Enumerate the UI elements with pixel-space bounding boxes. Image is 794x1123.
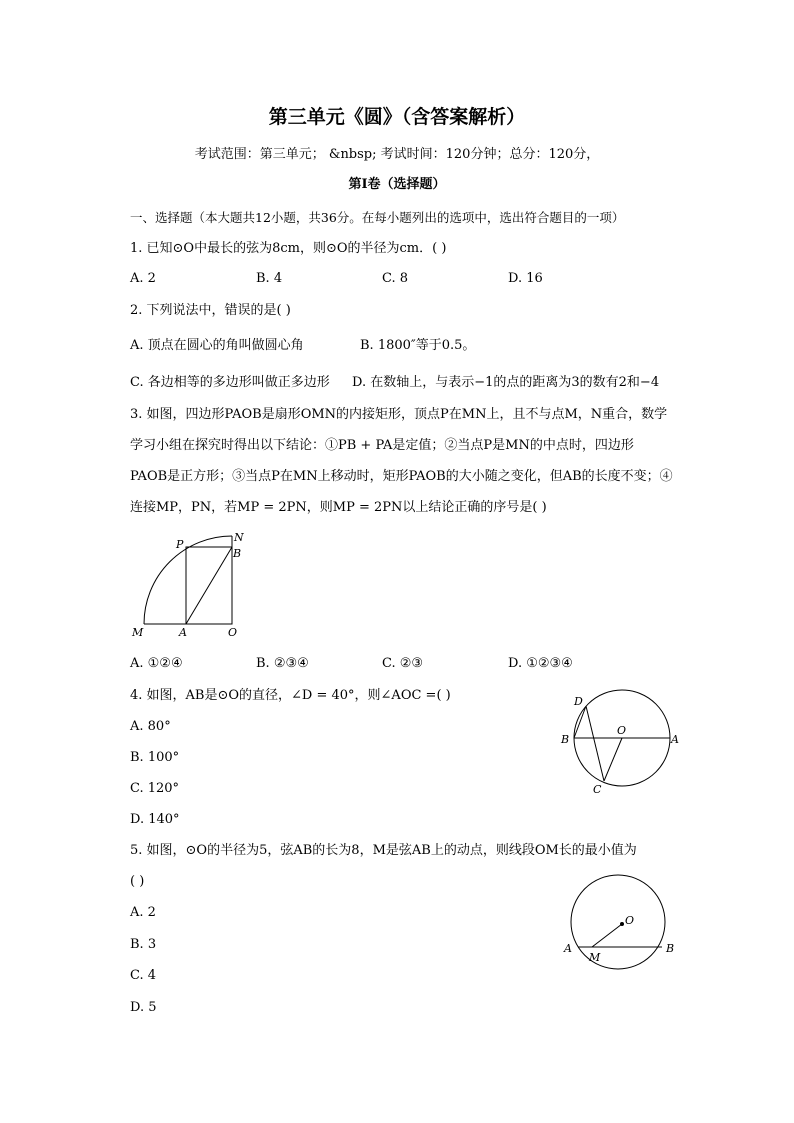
- q4-option-d: D. 140°: [130, 812, 180, 827]
- q5-option-b: B. 3: [130, 937, 157, 952]
- q3-label-a: A: [179, 626, 187, 639]
- q4-figure: [558, 690, 688, 800]
- q4-label-c: C: [593, 783, 602, 796]
- q3-stem-line3: PAOB是正方形；③当点P在MN上移动时，矩形PAOB的大小随之变化，但AB的长度不变；④: [130, 469, 673, 484]
- q4-label-a: A: [671, 733, 679, 746]
- q4-chord-dc: [586, 706, 604, 781]
- q3-label-m: M: [132, 626, 144, 639]
- q3-label-n: N: [234, 531, 244, 544]
- q5-label-o: O: [625, 914, 635, 927]
- q5-circle: [571, 875, 665, 969]
- q4-label-b: B: [561, 733, 570, 746]
- volume-title: 第I卷（选择题）: [348, 177, 446, 192]
- q5-label-m: M: [589, 951, 601, 964]
- q2-option-d: D. 在数轴上，与表示−1的点的距离为3的数有2和−4: [352, 375, 660, 390]
- q2-option-c: C. 各边相等的多边形叫做正多边形: [130, 375, 330, 390]
- page-title: 第三单元《圆》（含答案解析）: [268, 106, 526, 128]
- q3-option-c: C. ②③: [382, 656, 424, 671]
- q4-label-o: O: [617, 724, 627, 737]
- q5-center-dot: [620, 922, 624, 926]
- q3-option-d: D. ①②③④: [508, 656, 573, 671]
- q3-option-a: A. ①②④: [130, 656, 183, 671]
- q2-stem: 2. 下列说法中，错误的是( ): [130, 303, 291, 318]
- q3-option-b: B. ②③④: [256, 656, 309, 671]
- q1-option-c: C. 8: [382, 271, 409, 286]
- q4-segment-bd: [574, 706, 586, 738]
- q1-option-d: D. 16: [508, 271, 543, 286]
- q5-figure: [558, 870, 688, 975]
- q3-label-p: P: [176, 538, 184, 551]
- q1-option-a: A. 2: [130, 271, 156, 286]
- q3-stem-line4: 连接MP，PN，若MP = 2PN，则MP = 2PN以上结论正确的序号是( ): [130, 500, 547, 515]
- q2-option-a: A. 顶点在圆心的角叫做圆心角: [130, 338, 304, 353]
- q3-stem-line1: 3. 如图，四边形PAOB是扇形OMN的内接矩形，顶点P在MN上，且不与点M，N重合，数学: [130, 407, 668, 422]
- q4-option-c: C. 120°: [130, 781, 180, 796]
- q5-option-a: A. 2: [130, 905, 156, 920]
- q5-option-d: D. 5: [130, 1000, 157, 1015]
- q1-option-b: B. 4: [256, 271, 283, 286]
- exam-info: 考试范围：第三单元； &nbsp; 考试时间：120分钟；总分：120分，: [194, 147, 600, 162]
- q3-label-o: O: [228, 626, 238, 639]
- q5-label-a: A: [564, 942, 572, 955]
- q3-figure: [130, 530, 250, 642]
- q4-segment-oc: [604, 738, 622, 781]
- q3-segment-ab: [186, 547, 232, 624]
- q5-option-c: C. 4: [130, 968, 157, 983]
- q5-segment-om: [592, 924, 622, 947]
- q3-stem-line2: 学习小组在探究时得出以下结论：①PB + PA是定值；②当点P是MN的中点时，四边形: [130, 438, 634, 453]
- q5-stem-line2: ( ): [130, 874, 145, 889]
- q4-option-a: A. 80°: [130, 719, 171, 734]
- q4-stem: 4. 如图，AB是⊙O的直径，∠D = 40°，则∠AOC =( ): [130, 688, 451, 703]
- q5-stem-line1: 5. 如图，⊙O的半径为5，弦AB的长为8，M是弦AB上的动点，则线段OM长的最小值为: [130, 843, 637, 858]
- q3-arc-mn: [144, 536, 232, 624]
- q4-label-d: D: [574, 695, 583, 708]
- section-header: 一、选择题（本大题共12小题，共36分。在每小题列出的选项中，选出符合题目的一项）: [130, 210, 625, 225]
- q1-stem: 1. 已知⊙O中最长的弦为8cm，则⊙O的半径为cm．( ): [130, 241, 447, 256]
- q5-label-b: B: [666, 942, 675, 955]
- q4-option-b: B. 100°: [130, 750, 180, 765]
- q3-label-b: B: [233, 547, 242, 560]
- q2-option-b: B. 1800″等于0.5。: [360, 338, 476, 353]
